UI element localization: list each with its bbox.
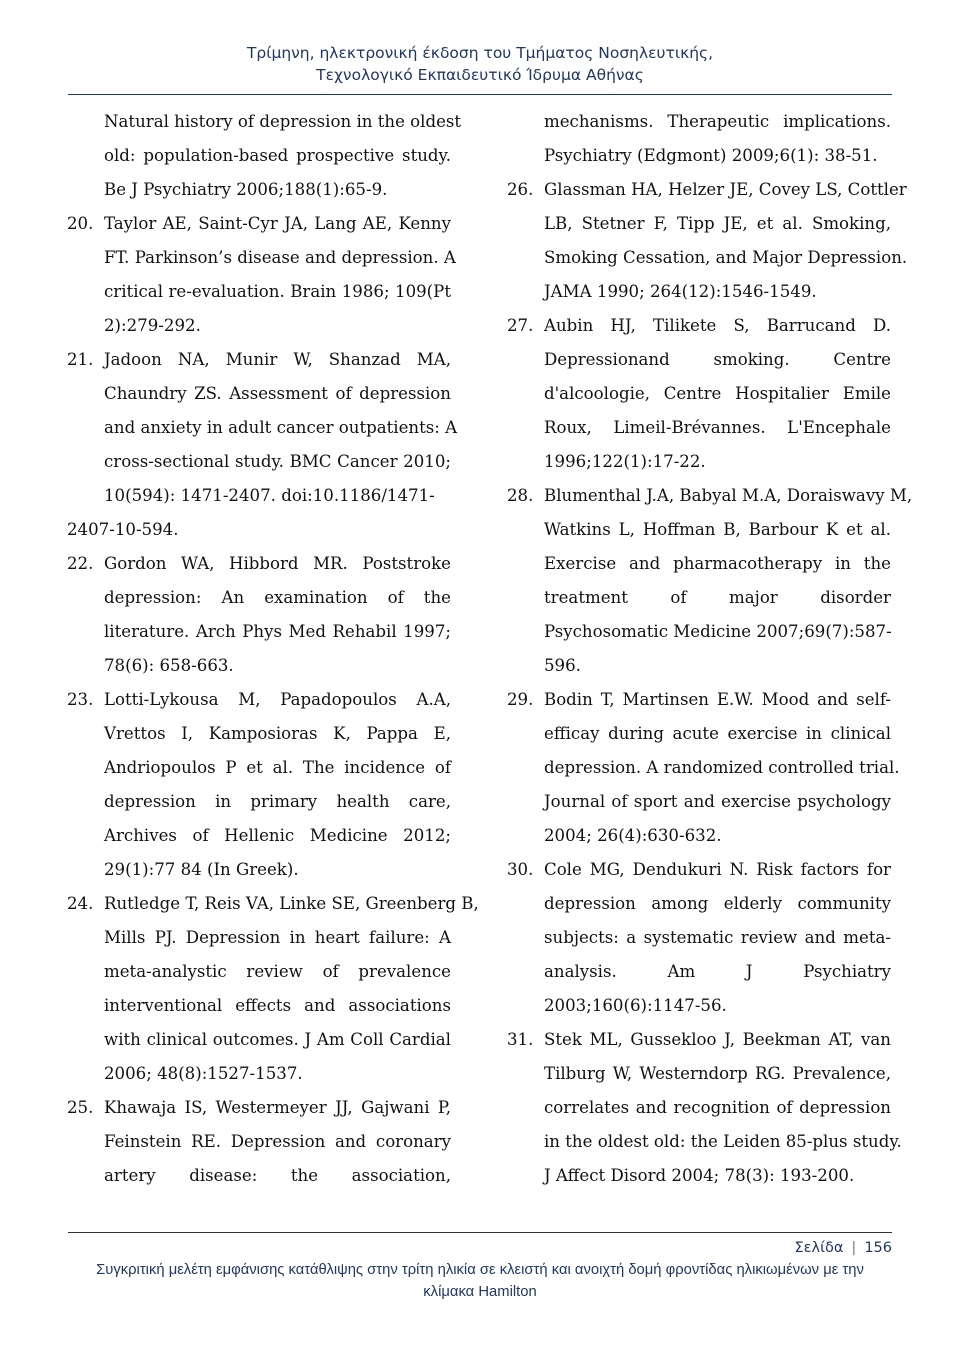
reference-line: literature. Arch Phys Med Rehabil 1997; [104,622,451,641]
reference-line: Gordon WA, Hibbord MR. Poststroke [104,554,451,573]
reference-27 [507,309,891,479]
reference-30 [507,853,891,1023]
reference-line: Smoking Cessation, and Major Depression. [544,248,908,267]
reference-20 [67,207,456,343]
reference-line: depression: An examination of the [104,588,451,607]
reference-line: Psychosomatic Medicine 2007;69(7):587- [544,622,892,641]
reference-line: subjects: a systematic review and meta- [544,928,891,947]
reference-number: 26. [507,180,534,199]
page-number-label [795,1240,893,1256]
right-column [507,105,913,1193]
reference-line: efficay during acute exercise in clinical [544,724,891,743]
reference-line: 78(6): 658-663. [104,656,234,675]
reference-line: 2003;160(6):1147-56. [544,996,727,1015]
reference-line: cross-sectional study. BMC Cancer 2010; [104,452,451,471]
reference-number: 23. [67,690,94,709]
reference-line: Vrettos I, Kamposioras K, Pappa E, [104,724,451,743]
reference-26 [507,173,908,309]
reference-line: 29(1):77 84 (In Greek). [104,860,299,879]
reference-line: Watkins L, Hoffman B, Barbour K et al. [544,520,891,539]
reference-number: 31. [507,1030,534,1049]
reference-number: 30. [507,860,534,879]
reference-line: Feinstein RE. Depression and coronary [104,1132,451,1151]
reference-number: 28. [507,486,534,505]
reference-line: Rutledge T, Reis VA, Linke SE, Greenberg B, [104,894,479,913]
reference-line: depression among elderly community [544,894,891,913]
reference-line: FT. Parkinson’s disease and depression. A [104,248,456,267]
reference-line: Aubin HJ, Tilikete S, Barrucand D. [544,316,891,335]
reference-line: Chaundry ZS. Assessment of depression [104,384,451,403]
reference-28 [507,479,913,683]
reference-line: analysis. Am J Psychiatry [544,962,891,981]
reference-line: Bodin T, Martinsen E.W. Mood and self- [544,690,891,709]
reference-line: 1996;122(1):17-22. [544,452,706,471]
reference-line: Tilburg W, Westerndorp RG. Prevalence, [544,1064,891,1083]
reference-line: 2):279-292. [104,316,201,335]
reference-line: Natural history of depression in the oldest [104,112,462,131]
footer-line-1: Συγκριτική μελέτη εμφάνισης κατάθλιψης στην τρίτη ηλικία σε κλειστή και ανοιχτή δομή φροντίδας ηλικιωμένων με την [96,1262,864,1278]
reference-line: critical re-evaluation. Brain 1986; 109(Pt [104,282,451,301]
reference-line: artery disease: the association, [104,1166,451,1185]
reference-line: Jadoon NA, Munir W, Shanzad MA, [104,350,451,369]
page-separator: | [851,1240,857,1256]
reference-19-continued [67,105,462,207]
reference-line: Andriopoulos P et al. The incidence of [104,758,451,777]
reference-line: mechanisms. Therapeutic implications. [544,112,891,131]
reference-line: Archives of Hellenic Medicine 2012; [104,826,451,845]
page-number: 156 [864,1240,892,1256]
reference-line: JAMA 1990; 264(12):1546-1549. [544,282,817,301]
reference-line: Lotti-Lykousa M, Papadopoulos A.A, [104,690,451,709]
reference-line: depression. A randomized controlled trial. [544,758,900,777]
reference-line: Blumenthal J.A, Babyal M.A, Doraiswavy M, [544,486,913,505]
reference-line: Psychiatry (Edgmont) 2009;6(1): 38-51. [544,146,878,165]
reference-number: 22. [67,554,94,573]
reference-line: Glassman HA, Helzer JE, Covey LS, Cottler [544,180,907,199]
reference-number: 24. [67,894,94,913]
reference-line: Taylor AE, Saint-Cyr JA, Lang AE, Kenny [104,214,451,233]
reference-line: d'alcoologie, Centre Hospitalier Emile [544,384,891,403]
journal-header-line-1: Τρίμηνη, ηλεκτρονική έκδοση του Τμήματος Νοσηλευτικής, [246,44,714,62]
reference-line: meta-analystic review of prevalence [104,962,451,981]
reference-line: treatment of major disorder [544,588,891,607]
article-title-footer [0,1259,960,1303]
reference-line: Be J Psychiatry 2006;188(1):65-9. [104,180,388,199]
reference-line: Exercise and pharmacotherapy in the [544,554,891,573]
reference-29 [507,683,900,853]
reference-line: old: population-based prospective study. [104,146,451,165]
reference-line: 596. [544,656,581,675]
reference-line: with clinical outcomes. J Am Coll Cardial [104,1030,451,1049]
journal-header [0,42,960,86]
footer-divider [68,1232,892,1233]
reference-line: in the oldest old: the Leiden 85-plus study. [544,1132,902,1151]
reference-line: 2006; 48(8):1527-1537. [104,1064,303,1083]
reference-25-continued [507,105,891,173]
reference-line: Journal of sport and exercise psychology [544,792,891,811]
reference-31 [507,1023,902,1193]
reference-number: 27. [507,316,534,335]
reference-line: depression in primary health care, [104,792,451,811]
reference-line: Roux, Limeil-Brévannes. L'Encephale [544,418,891,437]
reference-number: 21. [67,350,94,369]
reference-line: LB, Stetner F, Tipp JE, et al. Smoking, [544,214,891,233]
footer-line-2: κλίμακα Hamilton [423,1284,537,1300]
reference-line: 2407-10-594. [67,520,179,539]
reference-line: Depressionand smoking. Centre [544,350,891,369]
reference-line: correlates and recognition of depression [544,1098,891,1117]
reference-21 [67,343,458,547]
reference-23 [67,683,451,887]
journal-header-line-2: Τεχνολογικό Εκπαιδευτικό Ίδρυμα Αθήνας [316,66,644,84]
reference-line: 10(594): 1471-2407. doi:10.1186/1471- [104,486,435,505]
reference-line: 2004; 26(4):630-632. [544,826,722,845]
reference-25 [67,1091,451,1193]
reference-line: and anxiety in adult cancer outpatients: A [104,418,458,437]
header-divider [68,94,892,95]
reference-line: Cole MG, Dendukuri N. Risk factors for [544,860,891,879]
reference-line: J Affect Disord 2004; 78(3): 193-200. [544,1166,855,1185]
left-column [67,105,479,1193]
reference-line: Stek ML, Gussekloo J, Beekman AT, van [544,1030,891,1049]
reference-line: Mills PJ. Depression in heart failure: A [104,928,451,947]
page-word: Σελίδα [794,1240,844,1256]
reference-line: Khawaja IS, Westermeyer JJ, Gajwani P, [104,1098,451,1117]
reference-number: 25. [67,1098,94,1117]
reference-22 [67,547,451,683]
reference-line: interventional effects and associations [104,996,451,1015]
reference-number: 29. [507,690,534,709]
reference-24 [67,887,479,1091]
reference-number: 20. [67,214,94,233]
